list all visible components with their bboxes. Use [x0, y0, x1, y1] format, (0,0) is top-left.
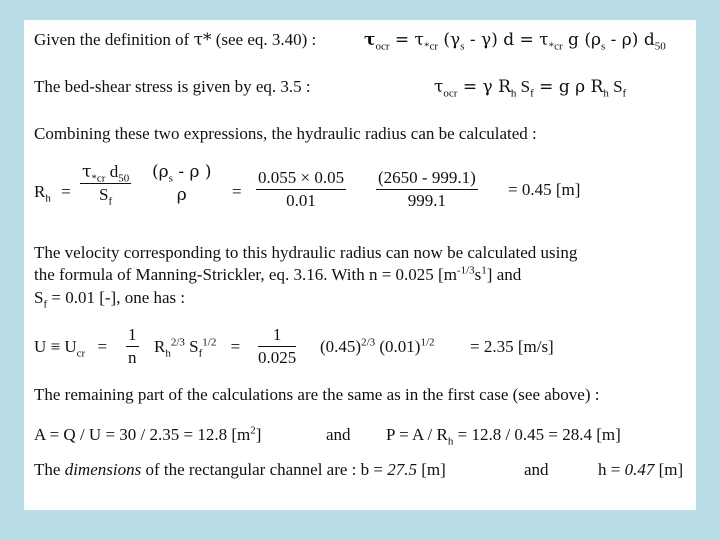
para-sup: 1	[481, 264, 487, 277]
frac-num: (2650 - 999.1)	[378, 168, 476, 187]
formula-part: τ	[434, 77, 444, 97]
fraction-bar	[258, 346, 296, 347]
fraction-density	[150, 162, 214, 205]
frac-num: - ρ )	[172, 162, 212, 182]
formula-sub: h	[510, 87, 517, 100]
u-symbol: U ≡ U	[34, 337, 77, 356]
height-value	[598, 460, 683, 480]
formula-part: - γ) d = τ	[464, 30, 549, 50]
fraction-bar	[256, 189, 346, 190]
and-text: and	[524, 460, 549, 479]
frac-den: S	[99, 185, 109, 204]
term: S	[184, 337, 199, 356]
formula-sub: *cr	[548, 40, 563, 53]
frac-sub: f	[108, 195, 113, 208]
term-sup: 1/2	[202, 336, 217, 349]
formula-sub: h	[603, 87, 609, 100]
frac-den: 0.01	[286, 191, 316, 210]
frac-num: 0.055 × 0.05	[258, 168, 345, 187]
formula-part: S	[608, 77, 623, 96]
para-sup: -1/3	[456, 264, 475, 277]
remaining-line: The remaining part of the calculations are the same as in the first case (see above) :	[34, 385, 600, 404]
rh-sub: h	[45, 192, 51, 205]
fraction-1-over-n	[126, 325, 139, 368]
fraction-numeric-1	[256, 168, 346, 211]
and-text: and	[326, 425, 351, 444]
formula-sub: s	[460, 40, 465, 53]
formula-sub: ocr	[443, 87, 458, 100]
perimeter-part: = 12.8 / 0.45 = 28.4 [m]	[453, 425, 621, 444]
tau-lhs-sub: ocr	[375, 40, 390, 53]
frac-num: 1	[128, 325, 137, 344]
equals-sign: =	[97, 337, 108, 356]
tau-star-symbol: τ*	[193, 30, 212, 50]
bed-shear-formula	[434, 77, 627, 100]
formula-part: - ρ) d	[605, 30, 655, 50]
b-value: 27.5	[387, 460, 417, 479]
para-text: S	[34, 288, 44, 307]
tau-lhs: τ	[364, 30, 376, 50]
dims-text: [m]	[417, 460, 446, 479]
area-formula: A = Q / U = 30 / 2.35 = 12.8 [m	[34, 425, 251, 444]
velocity-para-line2	[34, 265, 521, 285]
fraction-tau-over-sf	[80, 162, 131, 208]
para-sub: f	[43, 298, 48, 311]
rh-symbol: R	[34, 182, 46, 201]
formula-sub: *cr	[423, 40, 439, 53]
definition-text: Given the definition of	[34, 30, 194, 49]
u-lhs	[34, 337, 108, 360]
rh-lhs	[34, 182, 71, 205]
area-formula: ]	[255, 425, 262, 444]
perimeter-formula	[386, 425, 621, 448]
term-sup: 1/2	[420, 336, 435, 349]
frac-den: n	[128, 348, 137, 367]
velocity-para-line1: The velocity corresponding to this hydraulic radius can now be calculated using	[34, 243, 578, 262]
equals-sign: =	[232, 182, 242, 201]
formula-part: g (ρ	[562, 30, 601, 50]
frac-sub: 50	[118, 172, 130, 185]
term: (0.45)	[320, 337, 362, 356]
formula-part: = g ρ R	[533, 77, 604, 97]
term-sup: 2/3	[361, 336, 376, 349]
dims-text: [m]	[654, 460, 684, 479]
combining-line: Combining these two expressions, the hydraulic radius can be calculated :	[34, 124, 537, 143]
fraction-bar	[376, 189, 478, 190]
fraction-1-over-0025	[258, 325, 296, 368]
equals-sign: =	[230, 337, 241, 356]
perimeter-sub: h	[447, 435, 454, 448]
dims-text: h =	[598, 460, 625, 479]
frac-num: τ	[82, 162, 92, 182]
definition-formula	[364, 30, 666, 53]
fraction-numeric-2	[376, 168, 478, 211]
definition-ref: (see eq. 3.40) :	[211, 30, 317, 49]
frac-den: 0.025	[258, 348, 297, 367]
frac-den: ρ	[176, 185, 187, 205]
frac-num: d	[105, 162, 119, 181]
formula-sub: f	[530, 87, 534, 100]
rh-result: = 0.45 [m]	[508, 180, 581, 199]
definition-line	[34, 30, 316, 50]
dims-text: of the rectangular channel are : b =	[141, 460, 388, 479]
formula-part: = τ	[389, 30, 424, 50]
term-sub: f	[198, 347, 203, 360]
formula-part: (γ	[438, 30, 461, 50]
fraction-bar	[126, 346, 139, 347]
para-text: s	[474, 265, 482, 284]
para-text: ] and	[486, 265, 522, 284]
h-value: 0.47	[624, 460, 655, 479]
frac-sub: *cr	[91, 172, 106, 185]
term-sup: 2/3	[170, 336, 185, 349]
formula-part: = γ R	[457, 77, 511, 97]
u-sub: cr	[76, 347, 86, 360]
term: R	[154, 337, 166, 356]
area-sup: 2	[250, 424, 256, 437]
perimeter-part: P = A / R	[386, 425, 448, 444]
document-page	[24, 20, 696, 510]
formula-part: S	[516, 77, 531, 96]
fraction-bar	[150, 183, 214, 184]
dims-text: The	[34, 460, 65, 479]
term-sub: h	[165, 347, 171, 360]
frac-den: 999.1	[407, 191, 446, 210]
para-text: = 0.01 [-], one has :	[47, 288, 186, 307]
bed-shear-line: The bed-shear stress is given by eq. 3.5 :	[34, 77, 311, 96]
para-text: the formula of Manning-Strickler, eq. 3.16. With n = 0.025 [m	[34, 265, 457, 284]
term: (0.01)	[375, 337, 421, 356]
u-tail-term	[320, 337, 435, 357]
frac-sub: s	[168, 172, 173, 185]
u-result: = 2.35 [m/s]	[470, 337, 554, 356]
frac-num: 1	[272, 325, 282, 344]
dims-italic: dimensions	[64, 460, 142, 479]
equals-sign: =	[61, 182, 71, 201]
area-line	[34, 425, 261, 445]
formula-sub: f	[622, 87, 627, 100]
formula-sub: s	[600, 40, 606, 53]
dimensions-line	[34, 460, 446, 480]
velocity-para-line3	[34, 288, 186, 311]
u-mid-term	[154, 336, 241, 360]
frac-num: (ρ	[152, 162, 169, 182]
formula-sub: 50	[654, 40, 666, 53]
